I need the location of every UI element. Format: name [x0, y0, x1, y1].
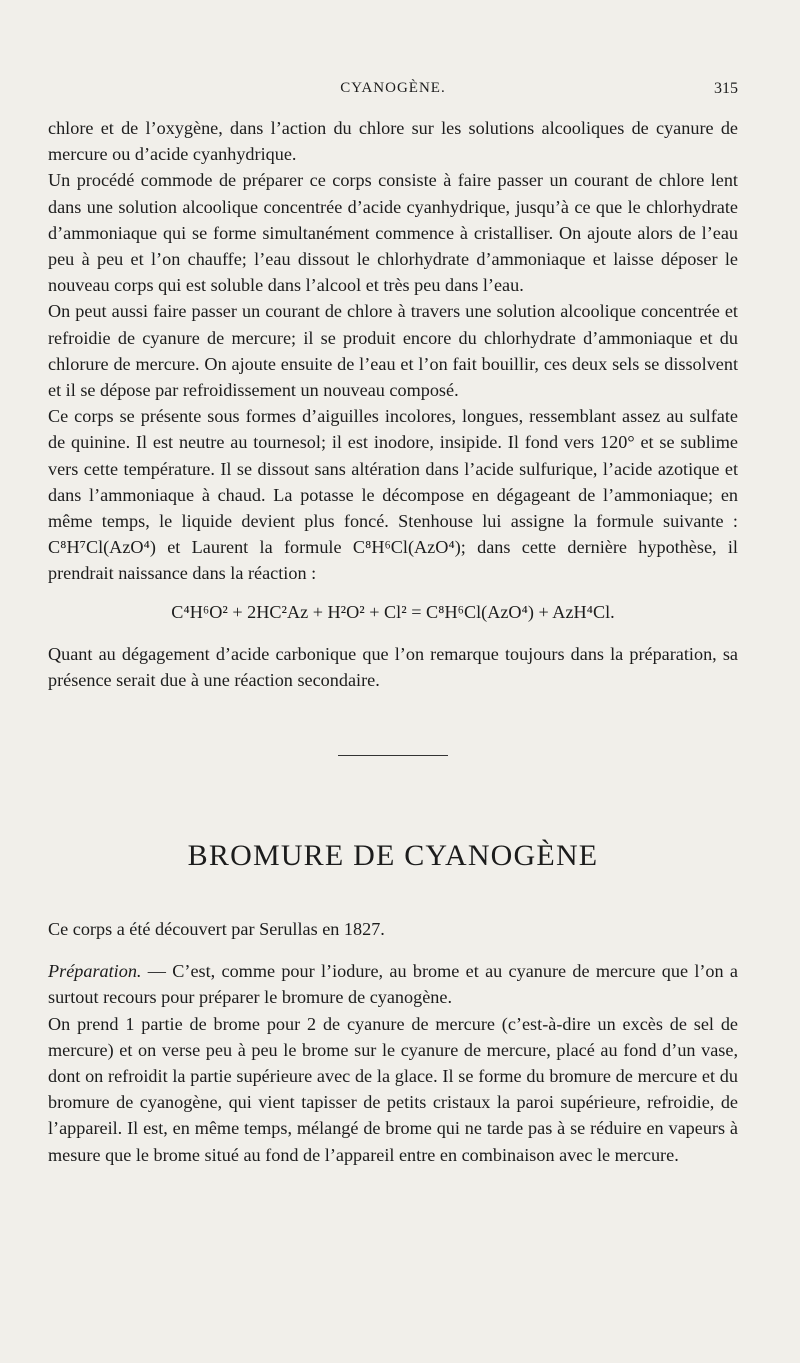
paragraph-properties: Ce corps se présente sous formes d’aiguilles incolores, longues, ressemblant assez au sulfate de quinine. Il est neutre au tournesol; il est inodore, insipide. Il fond vers 120° et se sublime vers cette température. Il se dissout sans altération dans l’acide sulfurique, l’acide azotique et dans l’ammoniaque à chaud. La potasse le décompose en dégageant de l’ammoniaque; en même temps, le liquide devient plus foncé. Stenhouse lui assigne la formule suivante : C⁸H⁷Cl(AzO⁴) et Laurent la formule C⁸H⁶Cl(AzO⁴); dans cette dernière hypothèse, il prendrait naissance dans la réaction : [48, 406, 738, 584]
section-title: BROMURE DE CYANOGÈNE [187, 839, 599, 873]
section-divider [338, 755, 448, 756]
paragraph-procedure-1: Un procédé commode de préparer ce corps consiste à faire passer un courant de chlore lent dans une solution alcoolique concentrée d’acide cyanhydrique, jusqu’à ce que le chlorhydrate d’ammoniaque qui se forme simultanément commence à cristalliser. On ajoute alors de l’eau peu à peu et l’on chauffe; l’eau dissout le chlorhydrate d’ammoniaque et laisse déposer le nouveau corps qui est soluble dans l’alcool et très peu dans l’eau. [48, 170, 738, 296]
page-header [48, 80, 738, 104]
reaction-equation: C⁴H⁶O² + 2HC²Az + H²O² + Cl² = C⁸H⁶Cl(AzO⁴) + AzH⁴Cl. [171, 601, 615, 622]
preparation-text: — C’est, comme pour l’iodure, au brome et au cyanure de mercure que l’on a surtout recours pour préparer le bromure de cyanogène. [48, 961, 738, 1008]
paragraph-discovery: Ce corps a été découvert par Serullas en 1827. [48, 919, 385, 940]
paragraph-method: On prend 1 partie de brome pour 2 de cyanure de mercure (c’est-à-dire un excès de sel de mercure) et on verse peu à peu le brome sur le cyanure de mercure, placé au fond d’un vase, dont on refroidit la partie supérieure avec de la glace. Il se forme du bromure de mercure et du bromure de cyanogène, qui vient tapisser de petits cristaux la paroi supérieure, refroidie, de l’appareil. Il est, en même temps, mélangé de brome qui ne tarde pas à se réduire en vapeurs à mesure que le brome situé au fond de l’appareil entre en combinaison avec le mercure. [48, 1013, 738, 1165]
preparation-label: Préparation. [48, 961, 142, 982]
page-number: 315 [714, 80, 738, 97]
paragraph-preparation [48, 958, 738, 1010]
paragraph-carbonic-acid: Quant au dégagement d’acide carbonique que l’on remarque toujours dans la préparation, sa présence serait due à une réaction secondaire. [48, 643, 738, 690]
paragraph-continuation: chlore et de l’oxygène, dans l’action du chlore sur les solutions alcooliques de cyanure de mercure ou d’acide cyanhydrique. [48, 118, 738, 165]
running-title: CYANOGÈNE. [340, 80, 446, 96]
paragraph-procedure-2: On peut aussi faire passer un courant de chlore à travers une solution alcoolique concentrée et refroidie de cyanure de mercure; il se produit encore du chlorhydrate d’ammoniaque et du chlorure de mercure. On ajoute ensuite de l’eau et l’on fait bouillir, ces deux sels se dissolvent et il se dépose par refroidissement un nouveau composé. [48, 301, 738, 401]
page-body [48, 115, 738, 1168]
